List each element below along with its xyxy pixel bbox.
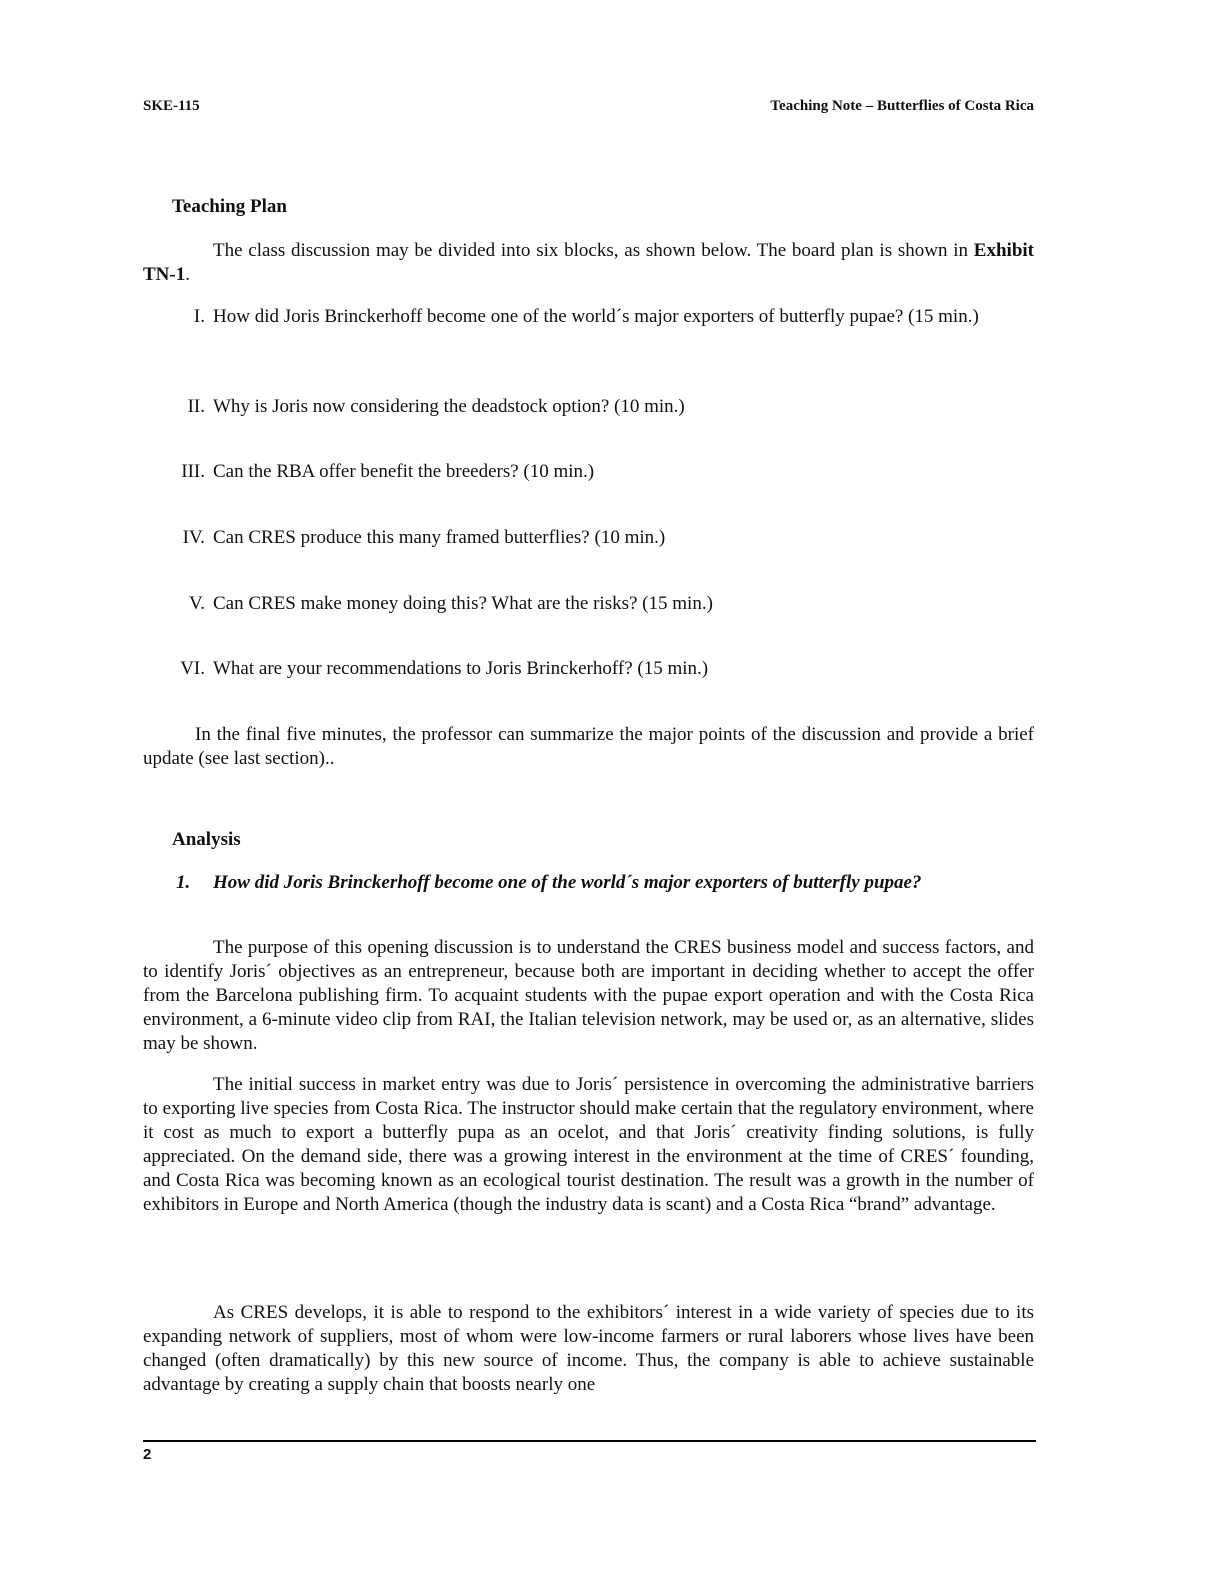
document-code: SKE-115 — [143, 98, 200, 114]
plan-item-number: VI. — [180, 658, 205, 679]
question-number: 1. — [176, 872, 191, 893]
teaching-plan-closing: In the final five minutes, the professor can summarize the major points of the discussion and provide a brief update (see last section).. — [143, 724, 1034, 769]
teaching-plan-intro — [143, 239, 1034, 287]
plan-item-text: What are your recommendations to Joris Brinckerhoff? (15 min.) — [213, 658, 709, 679]
page-number: 2 — [143, 1446, 152, 1463]
analysis-paragraph-1: The purpose of this opening discussion is to understand the CRES business model and success factors, and to identify Joris´ objectives as an entrepreneur, because both are important in deciding whether to accept the offer from the Barcelona publishing firm. To acquaint students with the pupae export operation and with the Costa Rica environment, a 6-minute video clip from RAI, the Italian television network, may be used or, as an alternative, slides may be shown. — [143, 937, 1034, 1054]
plan-item-text: Can the RBA offer benefit the breeders? (10 min.) — [213, 461, 595, 482]
analysis-heading: Analysis — [172, 829, 241, 850]
plan-item-number: V. — [188, 593, 205, 614]
plan-item-number: III. — [181, 461, 205, 482]
teaching-plan-heading: Teaching Plan — [172, 196, 287, 217]
intro-end: . — [185, 264, 190, 285]
plan-item-number: IV. — [182, 527, 205, 548]
intro-text: The class discussion may be divided into six blocks, as shown below. The board plan is shown in — [213, 240, 974, 261]
question-text: How did Joris Brinckerhoff become one of the world´s major exporters of butterfly pupae? — [213, 872, 922, 893]
footer-divider — [143, 1440, 1036, 1442]
analysis-paragraph-2: The initial success in market entry was due to Joris´ persistence in overcoming the administrative barriers to exporting live species from Costa Rica. The instructor should make certain that the regulatory environment, where it cost as much to export a butterfly pupa as an ocelot, and that Joris´ creativity finding solutions, is fully appreciated. On the demand side, there was a growing interest in the environment at the time of CRES´ founding, and Costa Rica was becoming known as an ecological tourist destination. The result was a growth in the number of exhibitors in Europe and North America (though the industry data is scant) and a Costa Rica “brand” advantage. — [143, 1074, 1034, 1215]
running-title: Teaching Note – Butterflies of Costa Rica — [770, 98, 1034, 114]
exhibit-reference: Exhibit TN-1 — [143, 240, 1034, 285]
plan-item-number: I. — [193, 306, 205, 327]
plan-item-text: How did Joris Brinckerhoff become one of the world´s major exporters of butterfly pupae? (15 min.) — [213, 306, 979, 327]
analysis-paragraph-3: As CRES develops, it is able to respond to the exhibitors´ interest in a wide variety of species due to its expanding network of suppliers, most of whom were low-income farmers or rural laborers whose lives have been changed (often dramatically) by this new source of income. Thus, the company is able to achieve sustainable advantage by creating a supply chain that boosts nearly one — [143, 1302, 1034, 1395]
plan-item-text: Can CRES produce this many framed butterflies? (10 min.) — [213, 527, 666, 548]
plan-item-text: Why is Joris now considering the deadstock option? (10 min.) — [213, 396, 685, 417]
plan-item-text: Can CRES make money doing this? What are the risks? (15 min.) — [213, 593, 713, 614]
plan-item-number: II. — [187, 396, 205, 417]
